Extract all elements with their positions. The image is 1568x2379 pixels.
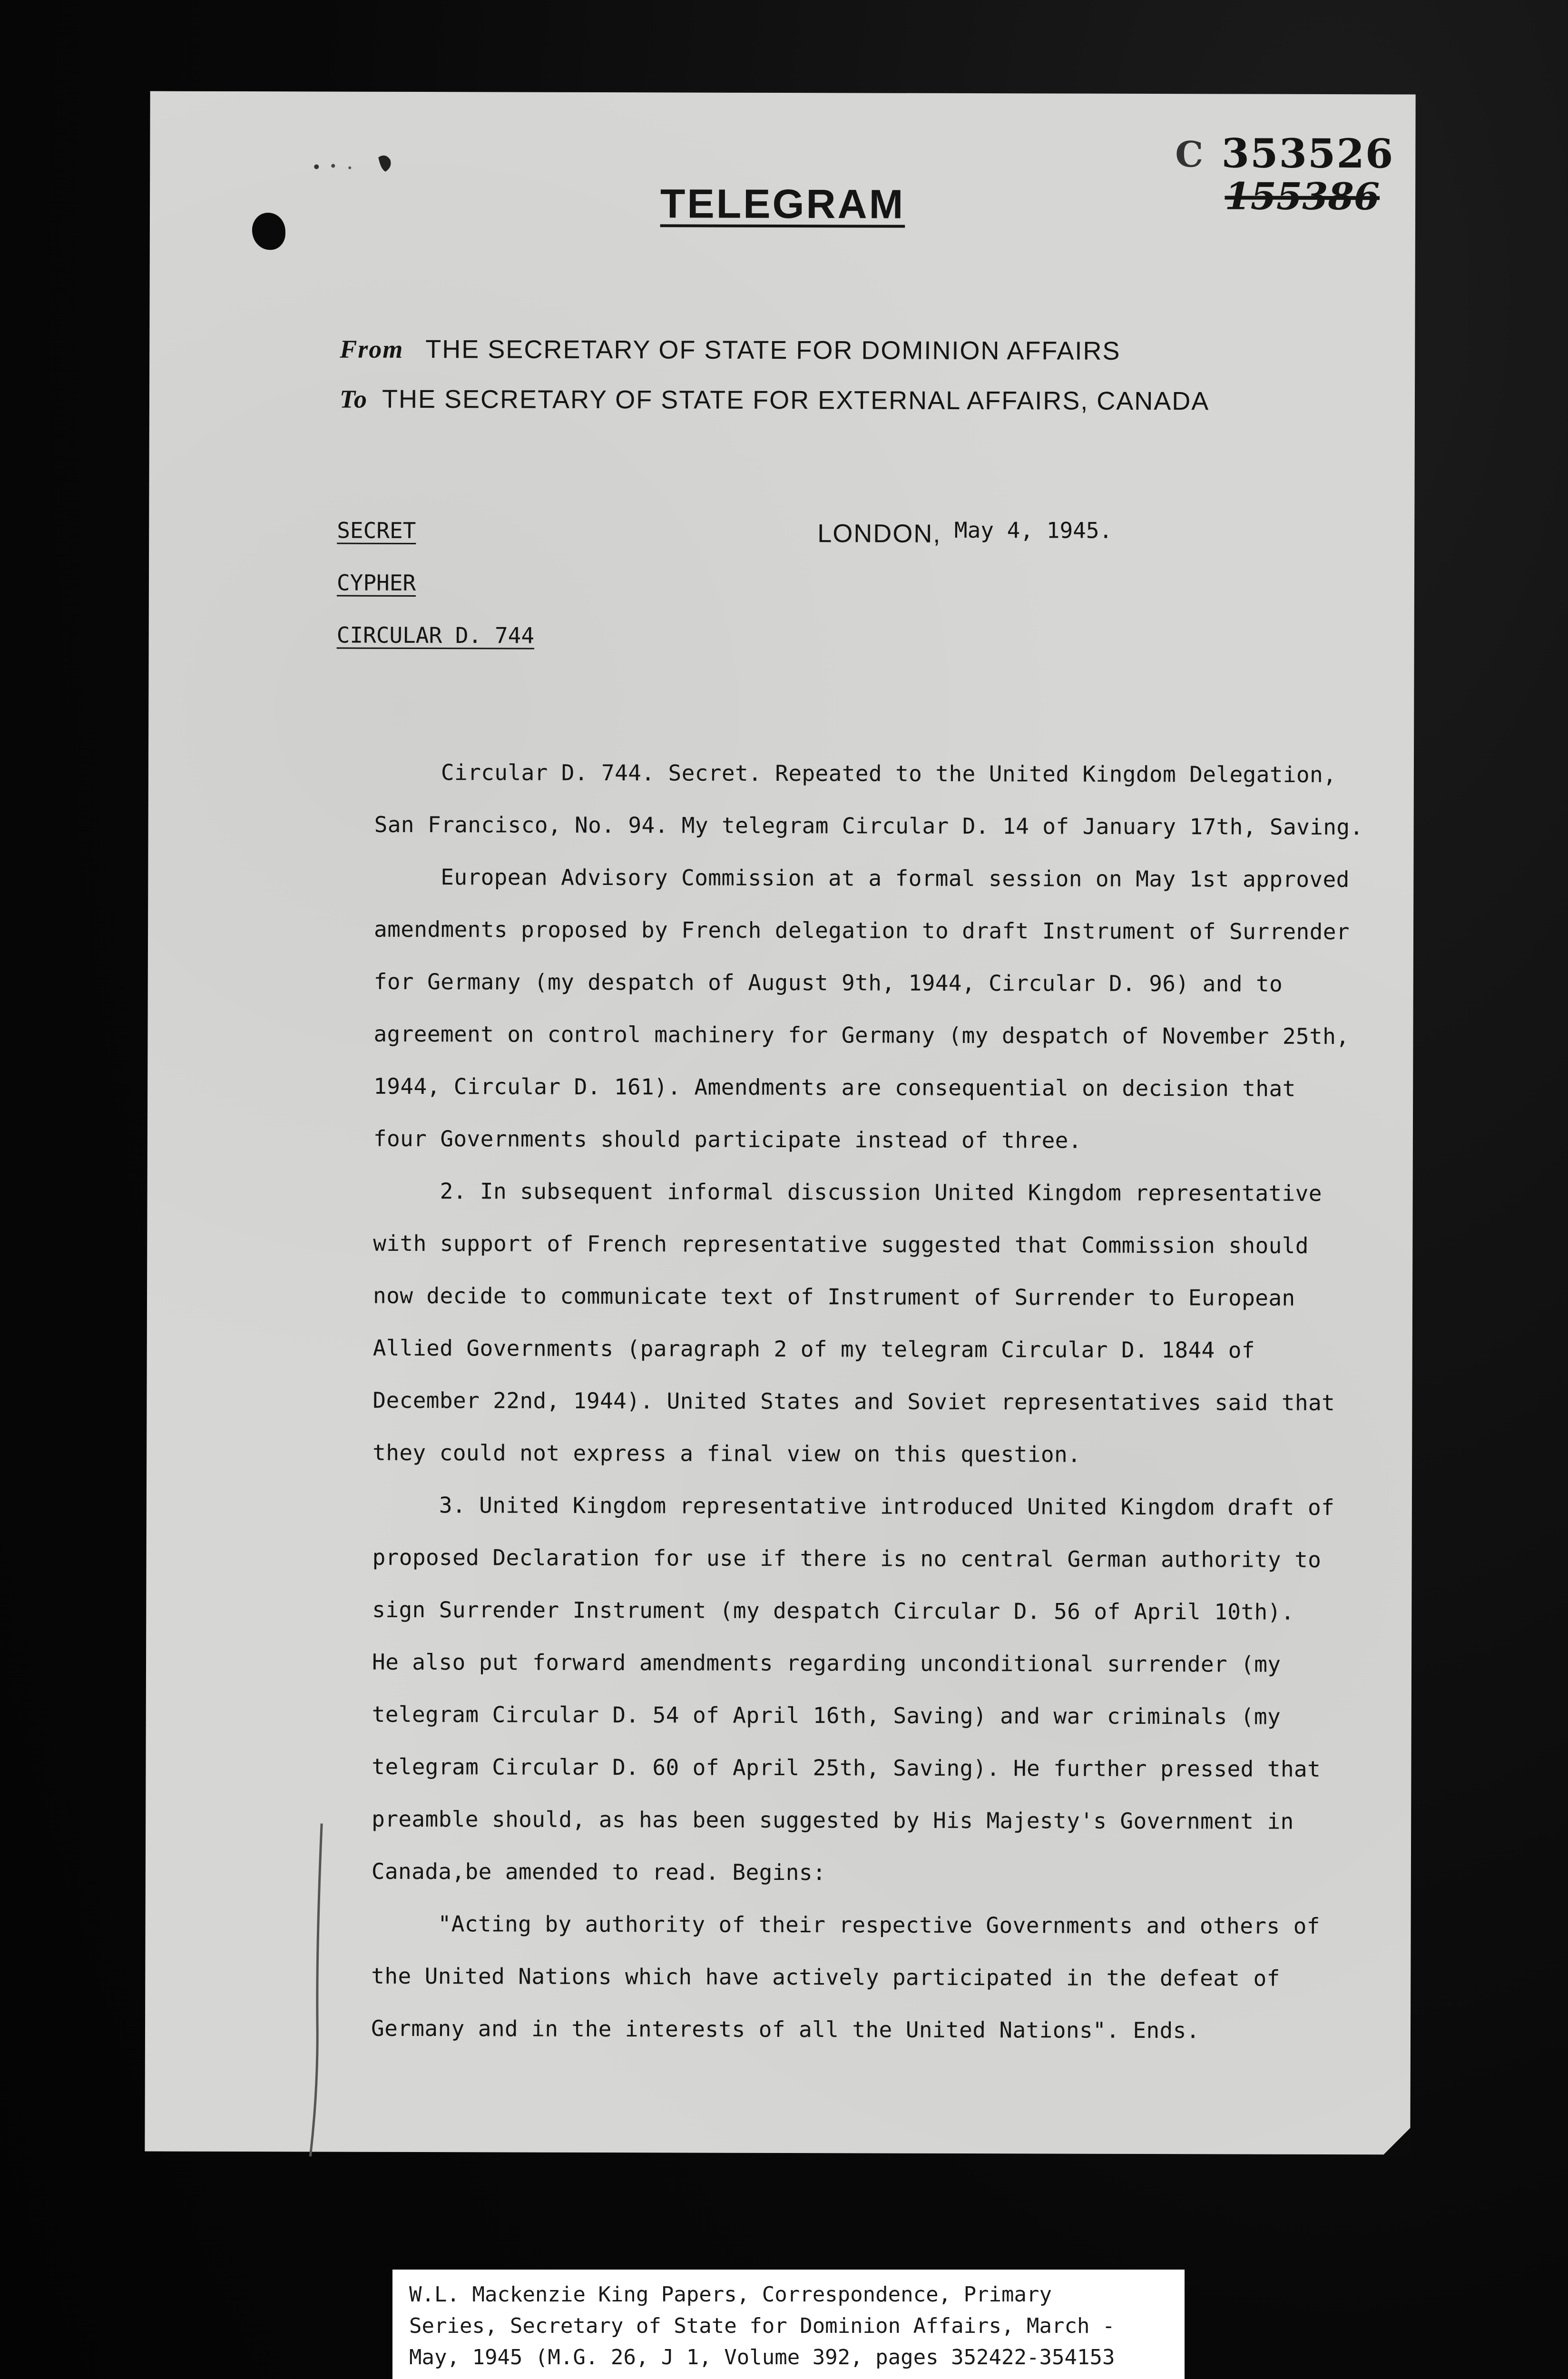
stamp-current-number: 353526 <box>1221 129 1394 177</box>
sender-line <box>340 334 1120 366</box>
body-line: for Germany (my despatch of August 9th, 1944, Circular D. 96) and to <box>373 968 1283 997</box>
citation-line: Series, Secretary of State for Dominion Affairs, March - <box>409 2314 1115 2338</box>
stamp-prefix: C <box>1175 134 1204 176</box>
body-line: four Governments should participate instead of three. <box>373 1125 1082 1153</box>
citation-slip <box>392 2270 1185 2379</box>
body-line: He also put forward amendments regarding unconditional surrender (my <box>372 1649 1281 1677</box>
body-line: telegram Circular D. 54 of April 16th, Saving) and war criminals (my <box>372 1701 1281 1730</box>
body-line: Circular D. 744. Secret. Repeated to the United Kingdom Delegation, <box>441 759 1337 788</box>
stamp-old-number: 155386 <box>1225 175 1380 219</box>
body-line: Germany and in the interests of all the United Nations". Ends. <box>371 2015 1200 2044</box>
body-line: 2. In subsequent informal discussion United Kingdom representative <box>440 1178 1322 1206</box>
body-line: Canada,be amended to read. Begins: <box>371 1858 826 1886</box>
telegram-body <box>371 746 1397 2057</box>
recipient: THE SECRETARY OF STATE FOR EXTERNAL AFFAIRS, CANADA <box>382 384 1210 416</box>
recipient-line <box>340 384 1210 416</box>
body-line: preamble should, as has been suggested by His Majesty's Government in <box>372 1806 1294 1834</box>
body-line: San Francisco, No. 94. My telegram Circular D. 14 of January 17th, Saving. <box>374 811 1363 840</box>
dateline-place: LONDON, <box>817 519 941 548</box>
circular-reference: CIRCULAR D. 744 <box>336 622 535 649</box>
margin-pencil-mark <box>306 1823 326 2156</box>
sender: THE SECRETARY OF STATE FOR DOMINION AFFAIRS <box>425 335 1121 365</box>
body-line: they could not express a final view on this question. <box>372 1439 1081 1467</box>
body-line: 3. United Kingdom representative introduced United Kingdom draft of <box>439 1492 1335 1521</box>
security-classification: SECRET <box>337 517 416 543</box>
telegram-sheet <box>145 91 1415 2155</box>
body-line: now decide to communicate text of Instrument of Surrender to European <box>372 1282 1295 1311</box>
dateline <box>817 519 1112 549</box>
body-line: the United Nations which have actively participated in the defeat of <box>371 1963 1280 1991</box>
document-title: TELEGRAM <box>660 181 905 227</box>
citation-line: W.L. Mackenzie King Papers, Correspondence, Primary <box>409 2282 1052 2307</box>
body-line: December 22nd, 1944). United States and Soviet representatives said that <box>372 1387 1335 1416</box>
body-line: 1944, Circular D. 161). Amendments are consequential on decision that <box>373 1073 1296 1101</box>
body-line: amendments proposed by French delegation to draft Instrument of Surrender <box>373 916 1350 945</box>
dateline-date: May 4, 1945. <box>954 517 1113 543</box>
body-line: agreement on control machinery for Germany (my despatch of November 25th, <box>373 1021 1350 1050</box>
body-line: "Acting by authority of their respective Governments and others of <box>438 1911 1320 1939</box>
torn-corner <box>1382 2127 1411 2155</box>
ink-specks <box>307 147 402 177</box>
body-line: with support of French representative suggested that Commission should <box>373 1230 1309 1258</box>
from-label: From <box>340 334 404 364</box>
transmission-method: CYPHER <box>336 570 416 596</box>
citation-line: May, 1945 (M.G. 26, J 1, Volume 392, pages 352422-354153 <box>409 2345 1115 2369</box>
body-line: sign Surrender Instrument (my despatch Circular D. 56 of April 10th). <box>372 1596 1294 1625</box>
body-line: European Advisory Commission at a formal session on May 1st approved <box>441 864 1350 893</box>
body-line: Allied Governments (paragraph 2 of my telegram Circular D. 1844 of <box>372 1335 1255 1363</box>
body-line: proposed Declaration for use if there is no central German authority to <box>372 1544 1322 1573</box>
body-line: telegram Circular D. 60 of April 25th, Saving). He further pressed that <box>372 1753 1321 1782</box>
to-label: To <box>339 384 368 413</box>
